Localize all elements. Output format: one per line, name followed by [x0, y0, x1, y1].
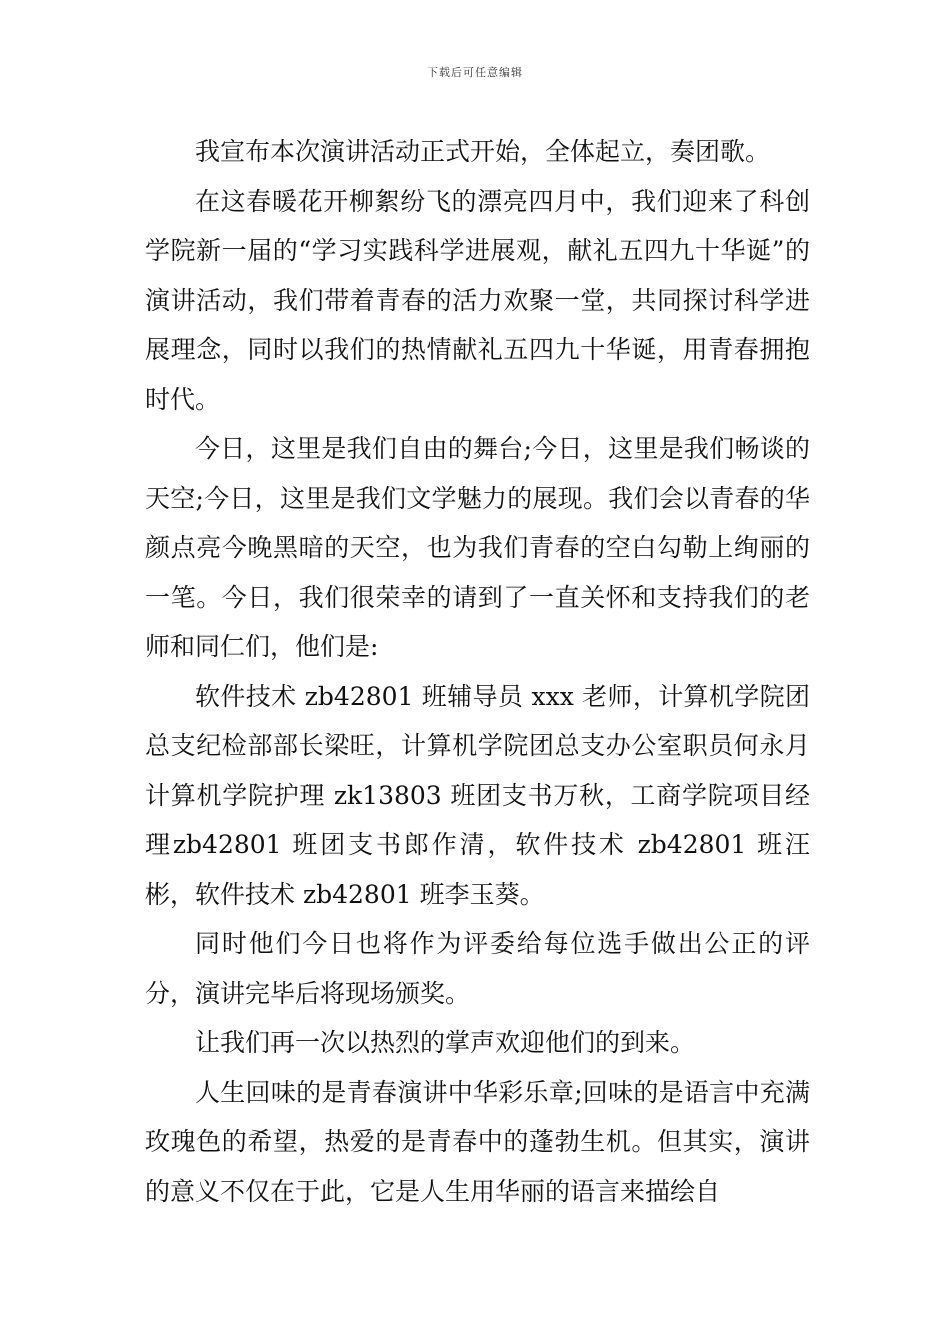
paragraph-opening: 我宣布本次演讲活动正式开始，全体起立，奏团歌。	[195, 137, 771, 166]
page-header-note: 下载后可任意编辑	[427, 66, 523, 79]
paragraph-introduction: 在这春暖花开柳絮纷飞的漂亮四月中，我们迎来了科创学院新一届的“学习实践科学进展观，献礼五四九十华诞”的演讲活动，我们带着青春的活力欢聚一堂，共同探讨科学进展理念，同时以我们的热情献礼五四九十华诞，用青春拥抱时代。	[145, 186, 810, 414]
paragraph-judges-list: 软件技术 zb42801 班辅导员 xxx 老师，计算机学院团总支纪检部部长梁旺，计算机学院团总支办公室职员何永月计算机学院护理 zk13803 班团支书万秋，工商学院项目经理zb42801 班团支书郎作清，软件技术 zb42801 班汪彬，软件技术 zb42801 班李玉葵。	[145, 681, 810, 909]
paragraph-meaning: 人生回味的是青春演讲中华彩乐章;回味的是语言中充满玫瑰色的希望，热爱的是青春中的蓬勃生机。但其实，演讲的意义不仅在于此，它是人生用华丽的语言来描绘自	[145, 1077, 810, 1206]
document-body	[145, 127, 810, 1216]
paragraph-judges-role: 同时他们今日也将作为评委给每位选手做出公正的评分，演讲完毕后将现场颁奖。	[145, 929, 810, 1008]
paragraph-welcome: 让我们再一次以热烈的掌声欢迎他们的到来。	[195, 1028, 696, 1057]
paragraph-stage: 今日，这里是我们自由的舞台;今日，这里是我们畅谈的天空;今日，这里是我们文学魅力的展现。我们会以青春的华颜点亮今晚黑暗的天空，也为我们青春的空白勾勒上绚丽的一笔。今日，我们很荣幸的请到了一直关怀和支持我们的老师和同仁们，他们是:	[145, 434, 810, 661]
